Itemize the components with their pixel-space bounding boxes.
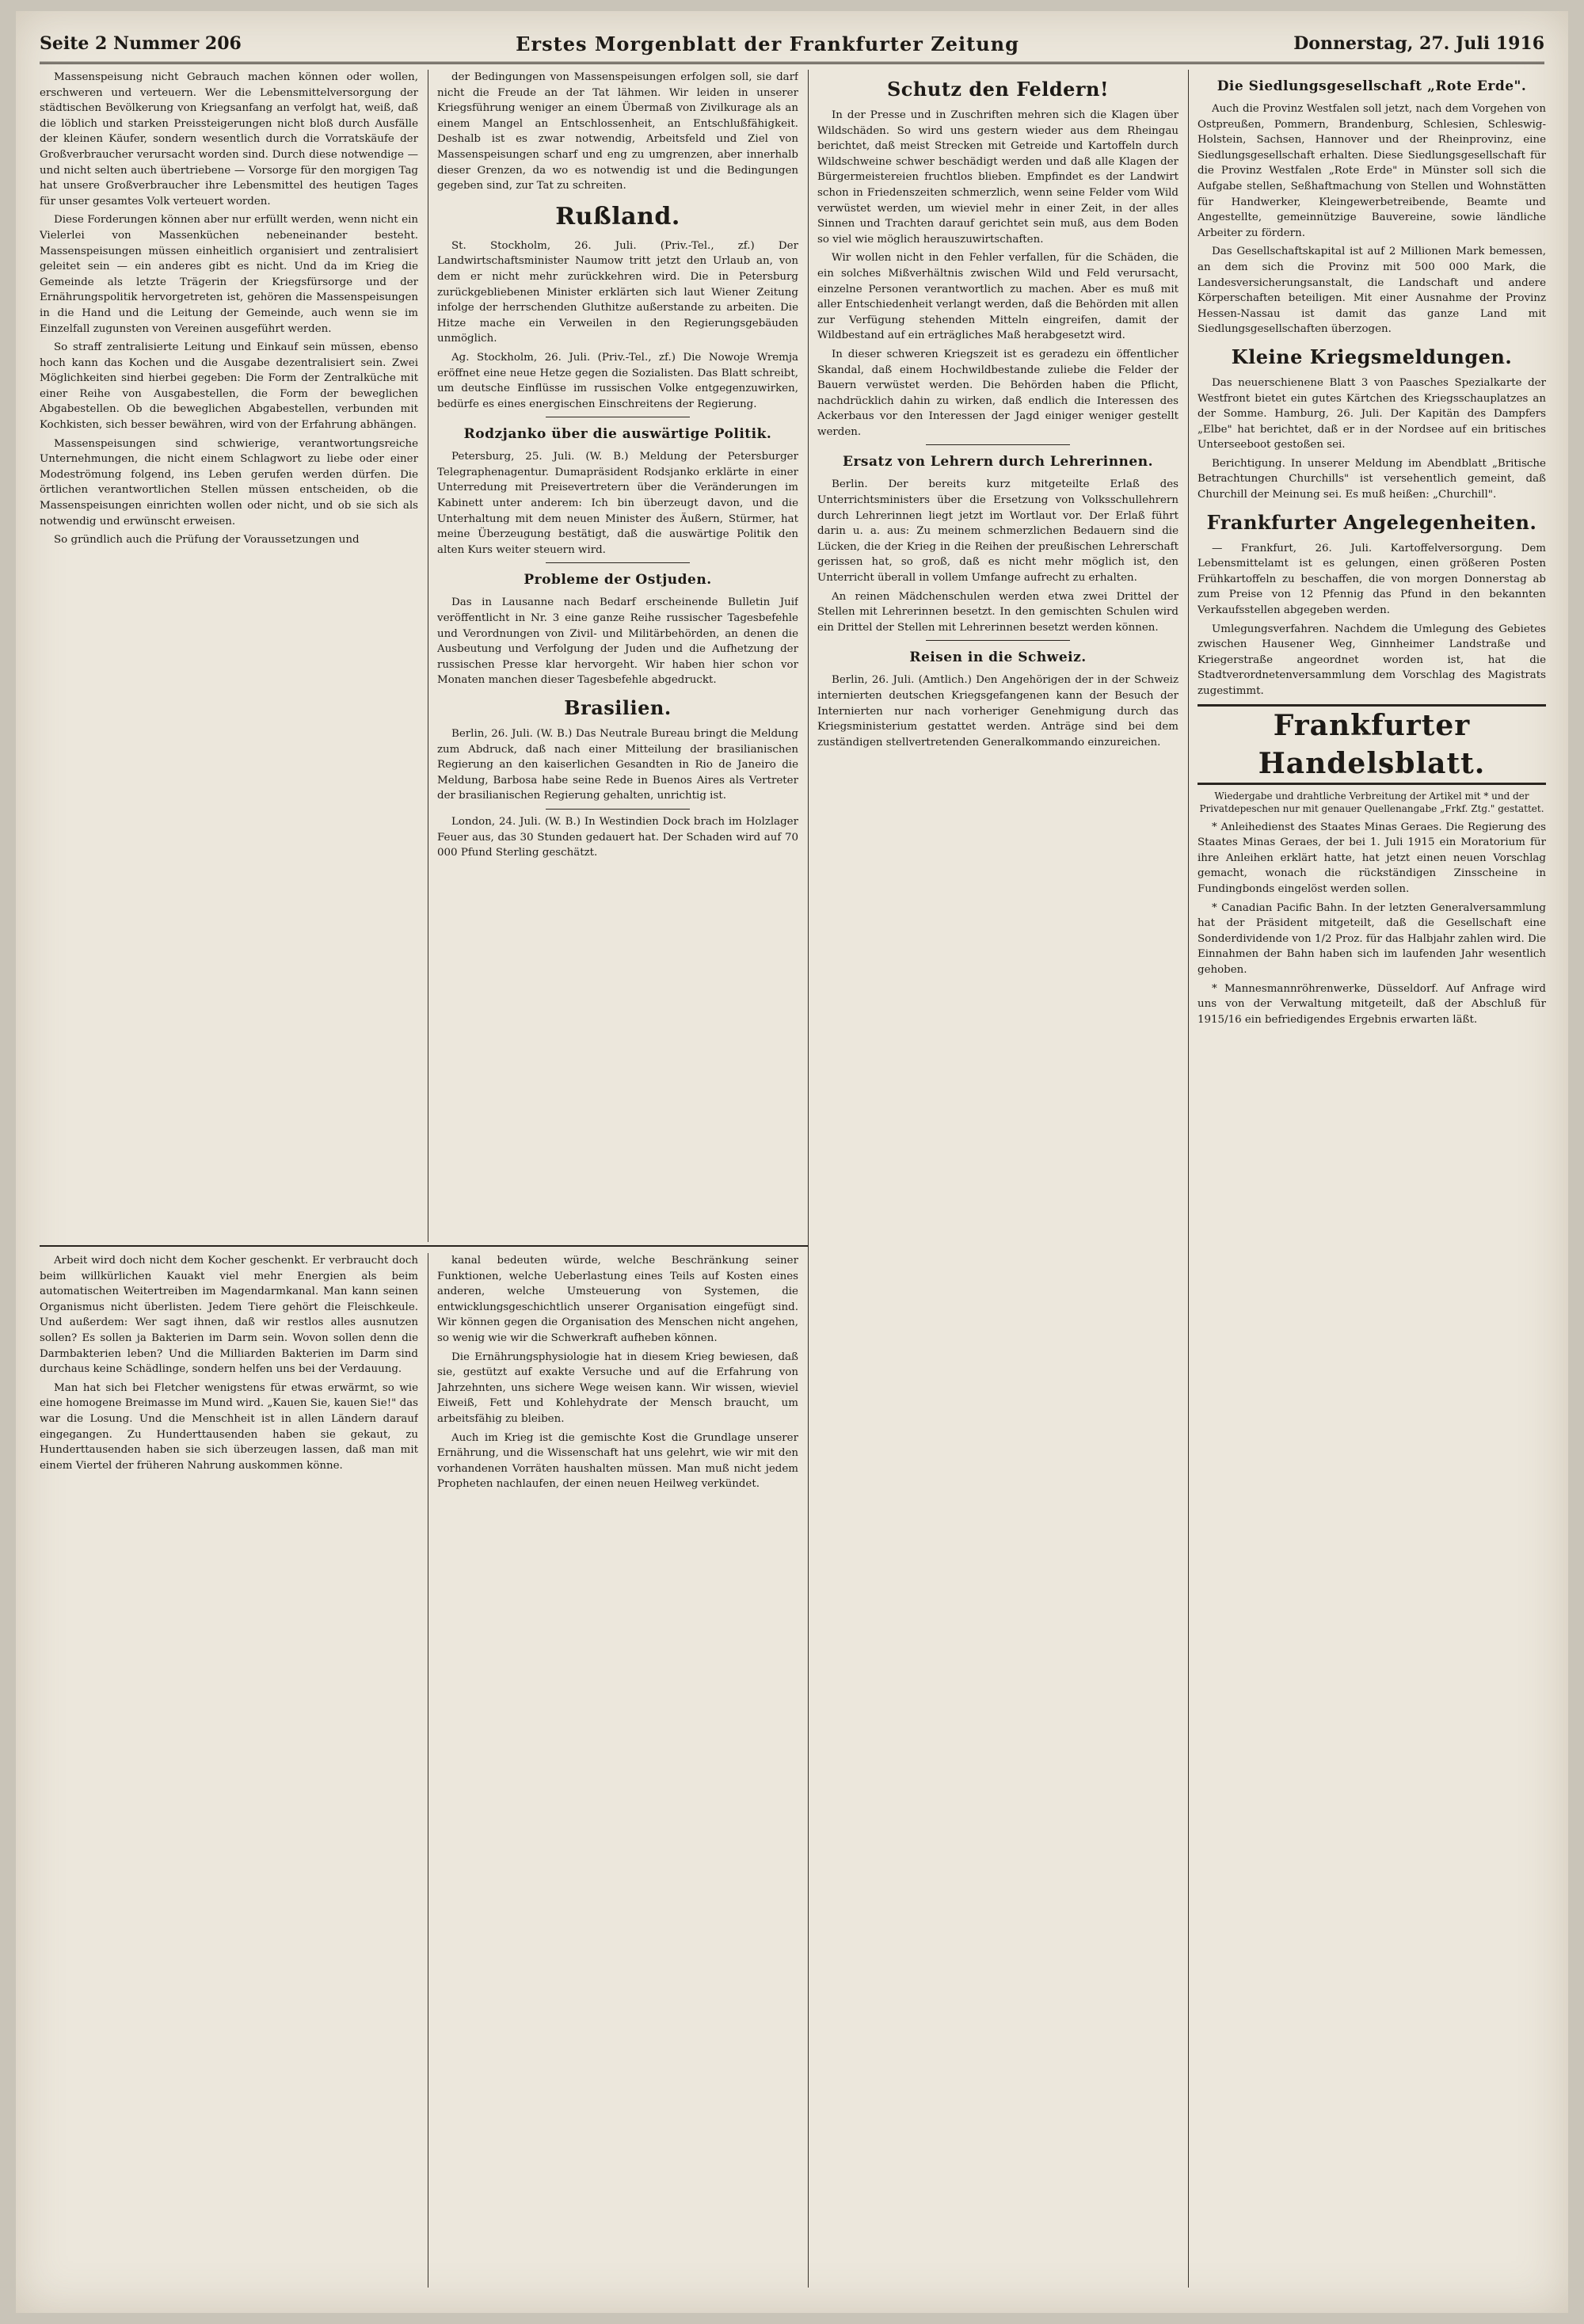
divider — [546, 562, 690, 563]
headline-ersatz: Ersatz von Lehrern durch Lehrerinnen. — [842, 454, 1154, 471]
article-paragraph: Die Ernährungsphysiologie hat in diesem Krieg bewiesen, daß sie, gestützt auf exakte Versuche und auf die Erfahrung von Jahrzehnten, uns sichere Wege weisen kann. Wir wissen, wieviel Eiweiß, Fett und Kohlehydrate der Mensch braucht, um arbeitsfähig zu bleiben. — [437, 1351, 798, 1425]
column-1 — [40, 70, 418, 1242]
article-paragraph: Massenspeisung nicht Gebrauch machen können oder wollen, erschweren und verteuern. Wer die Lebensmittelversorgung der städtischen Bevölkerung von Kriegsanfang an verfolgt hat, weiß, daß die löblich und starken Preissteigerungen nicht bloß durch Ausfälle der kleinen Käufer, sondern wesentlich durch die Vorratskäufe der Großverbraucher verursacht worden sind. Durch diese notwendige — und nicht selten auch übertriebene — Vorsorge für den morgigen Tag hat unsere Großverbraucher ihre Lebensmittel des heutigen Tages für unser gesamtes Volk verteuert worden. — [40, 71, 418, 208]
section-title-handelsblatt: Frankfurter Handelsblatt. — [1198, 704, 1546, 785]
divider — [546, 809, 690, 810]
article-paragraph: Ag. Stockholm, 26. Juli. (Priv.-Tel., zf.) Die Nowoje Wremja eröffnet eine neue Hetze gegen die Sozialisten. Das Blatt schreibt, um deutsche Einflüsse im russischen Volke entgegenzuwirken, bedürfe es eines energischen Einschreitens der Regierung. — [437, 351, 798, 410]
article-paragraph: An reinen Mädchenschulen werden etwa zwei Drittel der Stellen mit Lehrerinnen besetzt. In den gemischten Schulen wird ein Drittel der Stellen mit Lehrerinnen besetzt werden können. — [817, 590, 1178, 634]
article-paragraph: Berlin. Der bereits kurz mitgeteilte Erlaß des Unterrichtsministers über die Ersetzung von Volksschullehrern durch Lehrerinnen liegt jetzt im Wortlaut vor. Der Erlaß führt darin u. a. aus: Zu meinem schmerzlichen Bedauern sind die Lücken, die der Krieg in die Reihen der preußischen Lehrerschaft gerissen hat, so groß, daß es nicht mehr möglich ist, den Unterricht überall in vollem Umfange aufrecht zu erhalten. — [817, 478, 1178, 585]
article-paragraph: Das Gesellschaftskapital ist auf 2 Millionen Mark bemessen, an dem sich die Provinz mit 500 000 Mark, die Landesversicherungsanstalt, die Landschaft und andere Körperschaften beteiligen. Mit einer Ausnahme der Provinz Hessen-Nassau ist damit das ganze Land mit Siedlungsgesellschaften überzogen. — [1198, 246, 1546, 336]
article-paragraph: * Canadian Pacific Bahn. In der letzten Generalversammlung hat der Präsident mitgeteilt, daß die Gesellschaft eine Sonderdividende von 1/2 Proz. für das Halbjahr zahlen wird. Die Einnahmen der Bahn haben sich im laufenden Jahr wesentlich gehoben. — [1198, 901, 1546, 976]
newspaper-page — [16, 11, 1568, 2313]
column-3 — [817, 70, 1178, 2288]
column-2 — [437, 70, 798, 1242]
newspaper-title: Erstes Morgenblatt der Frankfurter Zeitung — [516, 32, 1019, 55]
issue-date: Donnerstag, 27. Juli 1916 — [1293, 33, 1544, 54]
handelsblatt-notice: Wiedergabe und drahtliche Verbreitung der Artikel mit * und der Privatdepeschen nur mit genauer Quellenangabe „Frkf. Ztg." gestattet. — [1199, 790, 1544, 814]
divider — [926, 444, 1070, 445]
page-number: Seite 2 Nummer 206 — [40, 33, 242, 54]
section-rule — [40, 1245, 808, 1247]
article-paragraph: Auch im Krieg ist die gemischte Kost die Grundlage unserer Ernährung, und die Wissenschaft hat uns gelehrt, wie wir mit den vorhandenen Vorräten haushalten müssen. Man muß nicht jedem Propheten nachlaufen, der einen neuen Heilweg verkündet. — [437, 1431, 798, 1491]
article-paragraph: London, 24. Juli. (W. B.) In Westindien Dock brach im Holzlager Feuer aus, das 30 Stunden gedauert hat. Der Schaden wird auf 70 000 Pfund Sterling geschätzt. — [437, 815, 798, 859]
divider — [926, 640, 1070, 641]
article-paragraph: Man hat sich bei Fletcher wenigstens für etwas erwärmt, so wie eine homogene Breimasse im Mund wird. „Kauen Sie, kauen Sie!" das war die Losung. Und die Menschheit ist in allen Ländern darauf eingegangen. Zu Hunderttausenden haben sie gekaut, zu Hunderttausenden haben sie sich überzeugen lassen, daß man mit einem Viertel der früheren Nahrung auskommen könne. — [40, 1381, 418, 1472]
article-paragraph: Umlegungsverfahren. Nachdem die Umlegung des Gebietes zwischen Hausener Weg, Ginnheimer Landstraße und Kriegerstraße angeordnet worden ist, hat die Stadtverordnetenversammlung dem Vorschlag des Magistrats zugestimmt. — [1198, 623, 1546, 697]
article-paragraph: kanal bedeuten würde, welche Beschränkung seiner Funktionen, welche Ueberlastung eines Teils auf Kosten eines anderen, welche Umsteuerung von Systemen, die entwicklungsgeschichtlich unserer Organisation eingefügt sind. Wir können gegen die Organisation des Menschen nicht angehen, so wenig wie wir die Schwerkraft aufheben können. — [437, 1255, 798, 1344]
article-paragraph: Das in Lausanne nach Bedarf erscheinende Bulletin Juif veröffentlicht in Nr. 3 eine ganze Reihe russischer Tagesbefehle und Verordnungen von Zivil- und Militärbehörden, an denen die Ausbeutung und Verfolgung der Juden und die Aufhetzung der russischen Presse klar hervorgeht. Wir haben hier schon vor Monaten manchen dieser Tagesbefehle abgedruckt. — [437, 596, 798, 687]
headline-rodzjanko: Rodzjanko über die auswärtige Politik. — [463, 426, 772, 443]
article-paragraph: So straff zentralisierte Leitung und Einkauf sein müssen, ebenso hoch kann das Kochen und die Ausgabe dezentralisiert sein. Zwei Möglichkeiten sind hierbei gegeben: Die Form der Zentralküche mit einer Reihe von Ausgabestellen, die Form der beweglichen Abgabestellen. Ob die beweglichen Abgabestellen, verbunden mit Kochkisten, sich besser bewähren, wird von der Erfahrung abhängen. — [40, 341, 418, 432]
article-paragraph: * Anleihedienst des Staates Minas Geraes. Die Regierung des Staates Minas Geraes, der bei 1. Juli 1915 ein Moratorium für ihre Anleihen erklärt hatte, hat jetzt einen neuen Vorschlag gemacht, wonach die rückständigen Zinsscheine in Fundingbonds eingelöst werden sollen. — [1198, 821, 1546, 895]
headline-frankfurter-angelegenheiten: Frankfurter Angelegenheiten. — [1206, 510, 1537, 534]
article-paragraph: Das neuerschienene Blatt 3 von Paasches Spezialkarte der Westfront bietet ein gutes Kärtchen des Kriegsschauplatzes an der Somme. Hamburg, 26. Juli. Der Kapitän des Dampfers „Elbe" hat berichtet, daß er in der Nordsee auf ein britisches Unterseeboot gestoßen sei. — [1198, 376, 1546, 451]
article-paragraph: Berichtigung. In unserer Meldung im Abendblatt „Britische Betrachtungen Churchills" ist versehentlich gemeint, daß Churchill der Meinung sei. Es muß heißen: „Churchill". — [1198, 457, 1546, 501]
article-paragraph: * Mannesmannröhrenwerke, Düsseldorf. Auf Anfrage wird uns von der Verwaltung mitgeteilt, daß der Abschluß für 1915/16 ein befriedigendes Ergebnis erwarten läßt. — [1198, 982, 1546, 1026]
article-paragraph: Auch die Provinz Westfalen soll jetzt, nach dem Vorgehen von Ostpreußen, Pommern, Brandenburg, Schlesien, Schleswig-Holstein, Sachsen, Hannover und der Rheinprovinz, eine Siedlungsgesellschaft erhalten. Diese Siedlungsgesellschaft für die Provinz Westfalen „Rote Erde" in Münster soll sich die Aufgabe stellen, Seßhaftmachung von Stellen und Wohnstätten für Handwerker, Kleingewerbetreibende, Beamte und Angestellte, gemeinnützige Bauvereine, sowie ländliche Arbeiter zu fördern. — [1198, 103, 1546, 239]
article-paragraph: der Bedingungen von Massenspeisungen erfolgen soll, sie darf nicht die Freude an der Tat lähmen. Wir leiden in unserer Kriegsführung weniger an einem Übermaß von Zivilkurage als an einem Mangel an Entschlossenheit, an Entschlußfähigkeit. Deshalb ist es zwar notwendig, Arbeitsfeld und Ziel von Massenspeisungen scharf und eng zu umgrenzen, aber innerhalb dieser Grenzen, da wo es notwendig ist und die Bedingungen gegeben sind, zur Tat zu schreiten. — [437, 71, 798, 192]
headline-ostjuden: Probleme der Ostjuden. — [524, 572, 712, 589]
masthead — [40, 25, 1544, 64]
headline-brasilien: Brasilien. — [564, 696, 672, 719]
headline-russland: Rußland. — [555, 202, 680, 230]
article-paragraph: Berlin, 26. Juli. (W. B.) Das Neutrale Bureau bringt die Meldung zum Abdruck, daß nach einer Mitteilung der brasilianischen Regierung an den kaiserlichen Gesandten in Rio de Janeiro die Meldung, Barbosa habe seine Rede in Buenos Aires als Vertreter der brasilianischen Regierung gehalten, unrichtig ist. — [437, 728, 798, 802]
feuilleton-column-1 — [40, 1253, 418, 2288]
headline-siedlung: Die Siedlungsgesellschaft „Rote Erde". — [1217, 78, 1527, 94]
column-rule — [808, 70, 809, 2288]
article-paragraph: In der Presse und in Zuschriften mehren sich die Klagen über Wildschäden. So wird uns gestern wieder aus dem Rheingau berichtet, daß meist Strecken mit Getreide und Kartoffeln durch Wildschweine schwer beschädigt werden und daß alle Klagen der Bürgermeistereien fruchtlos blieben. Empfindet es der Landwirt schon in Friedenszeiten schmerzlich, wenn seine Felder vom Wild verwüstet werden, um wieviel mehr in einer Zeit, in der alles Sinnen und Trachten darauf gerichtet sein muß, aus dem Boden so viel wie möglich herauszuwirtschaften. — [817, 109, 1178, 246]
article-paragraph: St. Stockholm, 26. Juli. (Priv.-Tel., zf.) Der Landwirtschaftsminister Naumow tritt jetzt den Urlaub an, von dem er nicht mehr zurückkehren wird. Die in Petersburg zurückgebliebenen Minister erklärten sich laut Wiener Zeitung infolge der herrschenden Gluthitze außerstande zu arbeiten. Die Hitze mache ein Verweilen in den Regierungsgebäuden unmöglich. — [437, 239, 798, 345]
article-paragraph: Arbeit wird doch nicht dem Kocher geschenkt. Er verbraucht doch beim willkürlichen Kauakt viel mehr Energien als beim automatischen Weitertreiben im Magendarmkanal. Man kann seinen Organismus nicht überlisten. Jedem Tiere gehört die Fleischkeule. Und außerdem: Wer sagt ihnen, daß wir restlos alles ausnutzen sollen? Es sollen ja Bakterien im Darm sein. Wovon sollen denn die Darmbakterien leben? Und die Milliarden Bakterien im Darm sind durchaus keine Schädlinge, sondern helfen uns bei der Verdauung. — [40, 1255, 418, 1376]
headline-kleine-kriegsmeldungen: Kleine Kriegsmeldungen. — [1231, 345, 1513, 368]
feuilleton-column-2 — [437, 1253, 798, 2288]
article-paragraph: Massenspeisungen sind schwierige, verantwortungsreiche Unternehmungen, die nicht einem Schlagwort zu liebe oder einer Modeströmung folgend, ins Leben gerufen werden dürfen. Die örtlichen verantwortlichen Stellen müssen entscheiden, ob die Massenspeisungen einrichten wollen oder nicht, und ob sie sich als notwendig und erwünscht erweisen. — [40, 437, 418, 528]
article-paragraph: Berlin, 26. Juli. (Amtlich.) Den Angehörigen der in der Schweiz internierten deutschen Kriegsgefangenen kann der Besuch der Internierten nur nach vorheriger Genehmigung durch das Kriegsministerium gestattet werden. Anträge sind bei dem zuständigen stellvertretenden Generalkommando einzureichen. — [817, 674, 1178, 749]
column-rule — [1188, 70, 1189, 2288]
article-paragraph: Wir wollen nicht in den Fehler verfallen, für die Schäden, die ein solches Mißverhältnis zwischen Wild und Feld verursacht, einzelne Personen verantwortlich zu machen. Aber es muß mit aller Entschiedenheit verlangt werden, daß die Behörden mit allen zur Verfügung stehenden Mitteln eingreifen, damit der Wildbestand auf ein erträgliches Maß herabgesetzt wird. — [817, 252, 1178, 342]
article-paragraph: In dieser schweren Kriegszeit ist es geradezu ein öffentlicher Skandal, daß einem Hochwildbestande zuliebe die Felder der Bauern verwüstet werden. Die Behörden haben die Pflicht, nachdrücklich dahin zu wirken, daß endlich die Interessen des Ackerbaus vor den Interessen der Jagd einiger weniger gestellt werden. — [817, 348, 1178, 438]
column-4 — [1198, 70, 1546, 2288]
headline-schutz: Schutz den Feldern! — [886, 78, 1110, 101]
article-paragraph: Petersburg, 25. Juli. (W. B.) Meldung der Petersburger Telegraphenagentur. Dumapräsident Rodsjanko erklärte in einer Unterredung mit Preisevertretern über die Veränderungen im Kabinett unter anderem: Ich bin überzeugt davon, und die Unterhaltung mit dem neuen Minister des Äußern, Stürmer, hat meine Überzeugung bestätigt, daß die auswärtige Politik den alten Kurs weiter steuern wird. — [437, 451, 798, 556]
article-paragraph: — Frankfurt, 26. Juli. Kartoffelversorgung. Dem Lebensmittelamt ist es gelungen, einen größeren Posten Frühkartoffeln zu beschaffen, die von morgen Donnerstag ab zum Preise von 12 Pfennig das Pfund in den bekannten Verkaufsstellen abgegeben werden. — [1198, 542, 1546, 617]
article-paragraph: Diese Forderungen können aber nur erfüllt werden, wenn nicht ein Vielerlei von Massenküchen nebeneinander besteht. Massenspeisungen müssen einheitlich organisiert und zentralisiert geleitet sein — ein anderes gibt es nicht. Und da im Krieg die Gemeinde als letzte Trägerin der Kriegsfürsorge und der Ernährungspolitik hervorgetreten ist, gehören die Massenspeisungen in die Hand und die Leitung der Gemeinde, auch wenn sie im Einzelfall zugunsten von Vereinen ausgeführt werden. — [40, 214, 418, 335]
article-paragraph: So gründlich auch die Prüfung der Voraussetzungen und — [54, 534, 360, 547]
headline-reisen: Reisen in die Schweiz. — [909, 650, 1087, 666]
